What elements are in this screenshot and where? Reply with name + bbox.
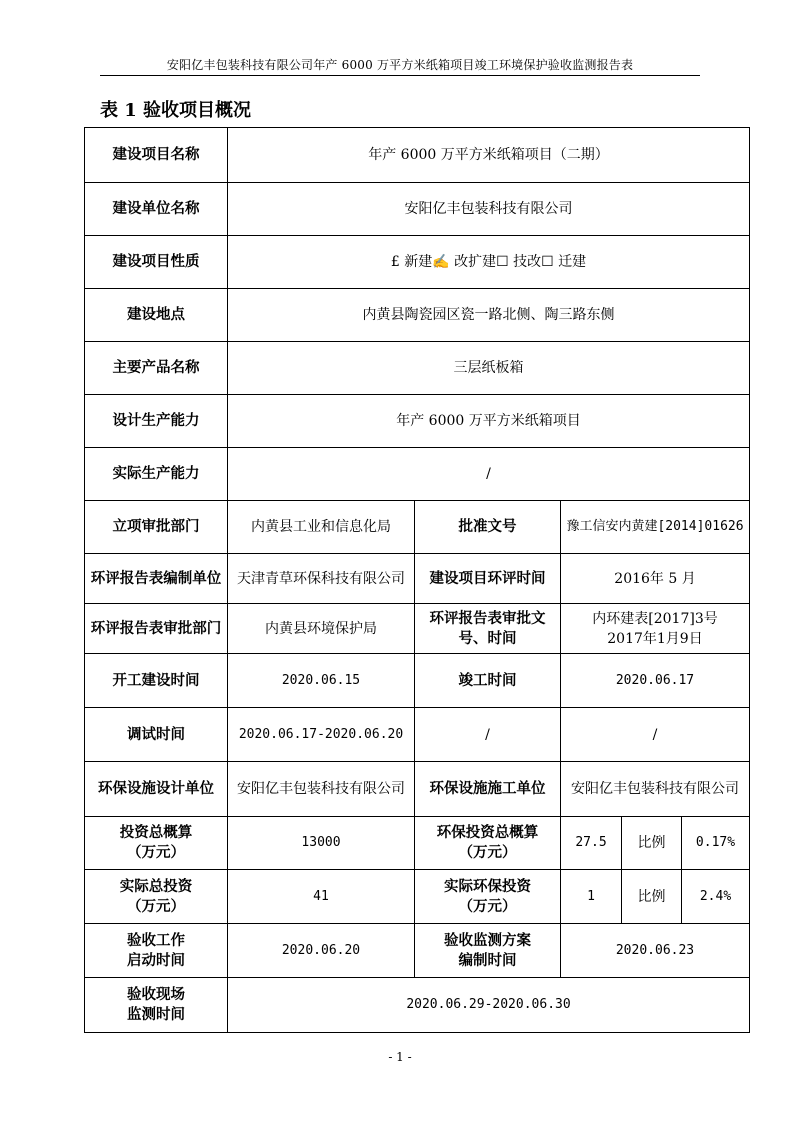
project-name-label: 建设项目名称 [85, 128, 228, 183]
table-row [85, 604, 750, 654]
blank-label: / [415, 708, 561, 762]
debug-time-value: 2020.06.17-2020.06.20 [228, 708, 415, 762]
actual-capacity-label: 实际生产能力 [85, 448, 228, 501]
location-value: 内黄县陶瓷园区瓷一路北侧、陶三路东侧 [228, 289, 750, 342]
product-value: 三层纸板箱 [228, 342, 750, 395]
eia-approval-date: 2017年1月9日 [607, 630, 703, 647]
eia-time-value: 2016年 5 月 [561, 554, 750, 604]
approval-no-value: 豫工信安内黄建[2014]01626 [561, 501, 750, 554]
total-budget-label: 投资总概算 （万元） [85, 817, 228, 870]
env-budget-value: 27.5 [561, 817, 622, 870]
page-number: - 1 - [388, 1050, 412, 1064]
table-row [85, 448, 750, 501]
site-monitoring-value: 2020.06.29-2020.06.30 [228, 978, 750, 1033]
table-row [85, 654, 750, 708]
budget-ratio-label: 比例 [622, 817, 682, 870]
facility-builder-value: 安阳亿丰包装科技有限公司 [561, 762, 750, 817]
table-row [85, 924, 750, 978]
eia-approval-dept-label: 环评报告表审批部门 [85, 604, 228, 654]
table-row [85, 554, 750, 604]
actual-env-investment-value: 1 [561, 870, 622, 924]
acceptance-start-value: 2020.06.20 [228, 924, 415, 978]
project-nature-label: 建设项目性质 [85, 236, 228, 289]
table-row [85, 183, 750, 236]
eia-preparer-value: 天津青草环保科技有限公司 [228, 554, 415, 604]
table-row [85, 708, 750, 762]
approval-no-label: 批准文号 [415, 501, 561, 554]
table-row [85, 870, 750, 924]
document-header: 安阳亿丰包装科技有限公司年产 6000 万平方米纸箱项目竣工环境保护验收监测报告表 [166, 58, 634, 72]
total-budget-value: 13000 [228, 817, 415, 870]
table-row [85, 762, 750, 817]
eia-approval-doc-no: 内环建表[2017]3号 [592, 610, 718, 627]
budget-ratio-value: 0.17% [682, 817, 750, 870]
project-name-value: 年产 6000 万平方米纸箱项目（二期） [228, 128, 750, 183]
design-capacity-value: 年产 6000 万平方米纸箱项目 [228, 395, 750, 448]
table-row [85, 289, 750, 342]
actual-ratio-value: 2.4% [682, 870, 750, 924]
actual-investment-value: 41 [228, 870, 415, 924]
eia-preparer-label: 环评报告表编制单位 [85, 554, 228, 604]
table-row [85, 342, 750, 395]
monitoring-plan-value: 2020.06.23 [561, 924, 750, 978]
debug-time-label: 调试时间 [85, 708, 228, 762]
acceptance-start-label: 验收工作 启动时间 [85, 924, 228, 978]
table-row [85, 128, 750, 183]
eia-approval-no-value [561, 604, 750, 654]
table-row [85, 978, 750, 1033]
facility-builder-label: 环保设施施工单位 [415, 762, 561, 817]
unit-name-label: 建设单位名称 [85, 183, 228, 236]
construction-start-value: 2020.06.15 [228, 654, 415, 708]
facility-designer-label: 环保设施设计单位 [85, 762, 228, 817]
approval-dept-value: 内黄县工业和信息化局 [228, 501, 415, 554]
actual-capacity-value: / [228, 448, 750, 501]
project-nature-value: £ 新建✍ 改扩建☐ 技改☐ 迁建 [228, 236, 750, 289]
eia-approval-dept-value: 内黄县环境保护局 [228, 604, 415, 654]
design-capacity-label: 设计生产能力 [85, 395, 228, 448]
table-title: 表 1 验收项目概况 [100, 100, 252, 121]
header-rule [100, 75, 700, 76]
env-budget-label: 环保投资总概算 （万元） [415, 817, 561, 870]
actual-ratio-label: 比例 [622, 870, 682, 924]
construction-start-label: 开工建设时间 [85, 654, 228, 708]
table-row [85, 501, 750, 554]
project-overview-table [84, 127, 750, 1033]
completion-label: 竣工时间 [415, 654, 561, 708]
table-row [85, 236, 750, 289]
table-row [85, 817, 750, 870]
eia-time-label: 建设项目环评时间 [415, 554, 561, 604]
eia-approval-no-label: 环评报告表审批文号、时间 [415, 604, 561, 654]
actual-env-investment-label: 实际环保投资 （万元） [415, 870, 561, 924]
monitoring-plan-label: 验收监测方案 编制时间 [415, 924, 561, 978]
actual-investment-label: 实际总投资 （万元） [85, 870, 228, 924]
completion-value: 2020.06.17 [561, 654, 750, 708]
site-monitoring-label: 验收现场 监测时间 [85, 978, 228, 1033]
unit-name-value: 安阳亿丰包装科技有限公司 [228, 183, 750, 236]
blank-value: / [561, 708, 750, 762]
product-label: 主要产品名称 [85, 342, 228, 395]
facility-designer-value: 安阳亿丰包装科技有限公司 [228, 762, 415, 817]
location-label: 建设地点 [85, 289, 228, 342]
table-row [85, 395, 750, 448]
approval-dept-label: 立项审批部门 [85, 501, 228, 554]
